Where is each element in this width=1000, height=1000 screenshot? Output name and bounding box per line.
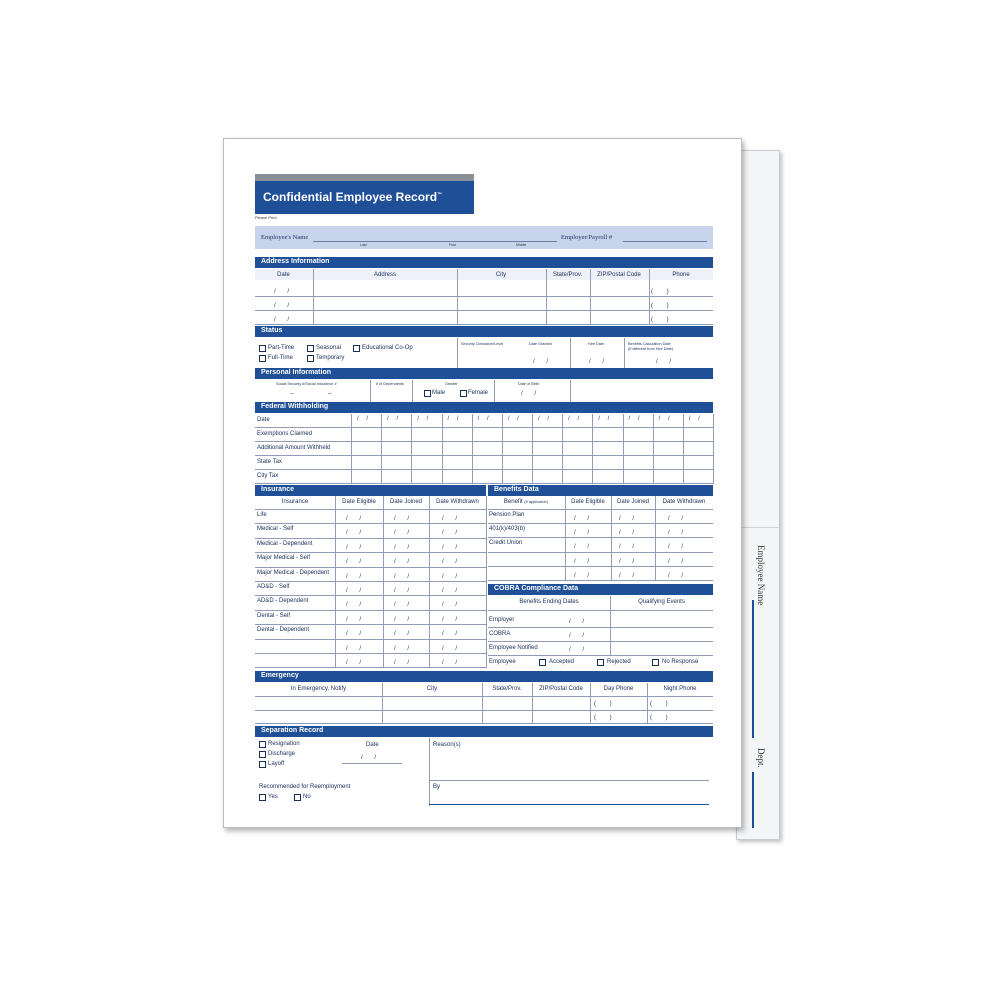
- addr-date-1[interactable]: / /: [274, 289, 295, 295]
- fed-col-line: [351, 414, 352, 484]
- ins-date-field[interactable]: / /: [346, 660, 367, 666]
- ins-date-field[interactable]: / /: [442, 516, 463, 522]
- ins-date-field[interactable]: / /: [346, 616, 367, 623]
- ins-row-line: [255, 538, 486, 539]
- addr-h-zip: ZIP/Postal Code: [597, 272, 641, 278]
- ben-row-line: [488, 509, 713, 510]
- cobra-line: [488, 610, 713, 611]
- fed-row-line: [255, 427, 713, 428]
- fed-date-field[interactable]: / /: [538, 416, 553, 422]
- checkbox-full-time[interactable]: [259, 355, 266, 362]
- section-benefits-title: Benefits Data: [494, 486, 539, 493]
- fed-date-field[interactable]: / /: [477, 416, 492, 422]
- checkbox-temporary[interactable]: [307, 355, 314, 362]
- ins-date-field[interactable]: / /: [346, 516, 367, 522]
- emer-night-phone-2[interactable]: ( ): [650, 715, 674, 721]
- cobra-row-cobra: COBRA: [489, 631, 511, 637]
- ins-date-field[interactable]: / /: [394, 616, 415, 623]
- benefits-calc-date-field[interactable]: / /: [656, 359, 677, 365]
- checkbox-resignation[interactable]: [259, 741, 266, 748]
- ins-date-field[interactable]: / /: [394, 631, 415, 638]
- ben-date-field[interactable]: / /: [574, 572, 595, 579]
- checkbox-layoff[interactable]: [259, 761, 266, 768]
- name-sub-first: First: [449, 243, 456, 247]
- ben-date-field[interactable]: / /: [574, 530, 595, 537]
- ins-row-label: Dental - Self: [257, 612, 291, 619]
- emer-day-phone-2[interactable]: ( ): [594, 715, 618, 721]
- ins-row-line: [255, 653, 486, 654]
- ins-row-line: [255, 639, 486, 640]
- fed-col-line: [713, 414, 714, 484]
- folder-spine-rule-2: [752, 772, 754, 828]
- addr-divider: [313, 269, 314, 325]
- addr-row-line: [255, 324, 713, 325]
- checkbox-reemploy-no[interactable]: [294, 794, 301, 801]
- cobra-h-ending: Benefits Ending Dates: [519, 599, 579, 605]
- cobra-employee-label: Employee: [489, 659, 516, 665]
- fed-row-additional: Additional Amount Withheld: [257, 445, 331, 451]
- ins-date-field[interactable]: / /: [346, 559, 367, 566]
- label-no-response: No Response: [662, 659, 699, 665]
- ins-row-line: [255, 567, 486, 568]
- emer-h-zip: ZIP/Postal Code: [539, 686, 583, 692]
- checkbox-educational-coop[interactable]: [353, 345, 360, 352]
- section-federal-title: Federal Withholding: [261, 403, 329, 410]
- payroll-label: Employer/Payroll #: [561, 234, 613, 241]
- label-discharge: Discharge: [268, 751, 296, 757]
- cobra-line: [488, 641, 713, 642]
- emer-divider: [647, 683, 648, 724]
- fed-date-field[interactable]: / /: [688, 416, 703, 422]
- personal-divider: [370, 380, 371, 402]
- cobra-date-notified[interactable]: / /: [569, 647, 590, 653]
- addr-date-3[interactable]: / /: [274, 317, 295, 323]
- ins-date-field[interactable]: / /: [346, 602, 367, 609]
- addr-divider: [649, 269, 650, 325]
- cobra-row-employer: Employer: [489, 617, 515, 623]
- ins-h-withdrawn: Date Withdrawn: [436, 499, 479, 505]
- ben-date-field[interactable]: / /: [574, 544, 595, 551]
- ins-date-field[interactable]: / /: [442, 602, 463, 609]
- fed-col-line: [683, 414, 684, 484]
- ins-row-label: Major Medical - Self: [257, 555, 311, 562]
- fed-col-line: [502, 414, 503, 484]
- ins-date-field[interactable]: / /: [346, 588, 367, 594]
- ins-date-field[interactable]: / /: [394, 660, 415, 666]
- ben-date-field[interactable]: / /: [619, 516, 640, 522]
- personal-divider: [412, 380, 413, 402]
- ben-date-field[interactable]: / /: [619, 544, 640, 551]
- fed-col-line: [411, 414, 412, 484]
- addr-h-date: Date: [277, 272, 290, 278]
- fed-row-line: [255, 455, 713, 456]
- label-female: Female: [468, 390, 489, 396]
- section-emergency: [255, 671, 713, 682]
- addr-divider: [457, 269, 458, 325]
- ben-h-withdrawn: Date Withdrawn: [662, 499, 706, 505]
- cobra-date-cobra[interactable]: / /: [569, 633, 590, 639]
- cobra-h-qualifying: Qualifying Events: [638, 599, 685, 605]
- cobra-date-employer[interactable]: / /: [569, 619, 590, 625]
- ins-date-field[interactable]: / /: [394, 588, 415, 594]
- label-part-time: Part-Time: [268, 345, 295, 351]
- ben-date-field[interactable]: / /: [668, 544, 689, 551]
- fed-row-line: [255, 441, 713, 442]
- label-full-time: Full-Time: [268, 355, 293, 361]
- ssn-dash-1: –: [290, 391, 294, 397]
- folder-tab-divider: [737, 527, 779, 528]
- section-separation: [255, 726, 713, 737]
- checkbox-female[interactable]: [460, 390, 467, 397]
- reason-line: [429, 780, 709, 781]
- fed-row-date: Date: [257, 417, 270, 423]
- fed-col-line: [381, 414, 382, 484]
- folder-employee-name-label: Employee Name: [756, 545, 766, 606]
- emer-divider: [382, 683, 383, 724]
- fed-date-field[interactable]: / /: [507, 416, 522, 422]
- ins-date-field[interactable]: / /: [442, 573, 463, 580]
- employee-name-field[interactable]: [313, 241, 557, 242]
- section-benefits: [488, 485, 713, 496]
- label-date-granted: Date Granted: [529, 342, 552, 346]
- fed-row-line: [255, 469, 713, 470]
- fed-col-line: [562, 414, 563, 484]
- ins-date-field[interactable]: / /: [346, 573, 367, 580]
- addr-phone-3[interactable]: ( ): [651, 317, 675, 323]
- ins-h-insurance: Insurance: [281, 499, 309, 505]
- label-reemploy-yes: Yes: [268, 794, 278, 800]
- fed-col-line: [623, 414, 624, 484]
- ins-date-field[interactable]: / /: [394, 645, 415, 652]
- checkbox-no-response[interactable]: [652, 659, 659, 666]
- addr-h-state: State/Prov.: [552, 272, 583, 278]
- ben-date-field[interactable]: / /: [668, 530, 689, 537]
- ins-row-label: Medical - Dependent: [257, 540, 313, 547]
- label-ssn: Social Security #/Social Insurance #: [276, 382, 337, 386]
- ben-h-joined: Date Joined: [616, 499, 650, 505]
- ins-col-line: [383, 496, 384, 668]
- fed-date-field[interactable]: / /: [417, 416, 432, 422]
- addr-row-line: [255, 310, 713, 311]
- by-line: [429, 804, 709, 805]
- ins-row-line: [255, 552, 486, 553]
- fed-row-state-tax: State Tax: [257, 459, 282, 465]
- section-personal: [255, 368, 713, 379]
- fed-col-line: [442, 414, 443, 484]
- ins-row-line: [255, 624, 486, 625]
- label-educational-coop: Educational Co-Op: [362, 345, 413, 351]
- ben-row-label: 401(k)/403(b): [489, 526, 526, 533]
- separation-date-field[interactable]: / /: [361, 755, 382, 761]
- section-personal-title: Personal Information: [261, 369, 332, 376]
- addr-row-line: [255, 296, 713, 297]
- fed-date-field[interactable]: / /: [658, 416, 673, 422]
- folder-back: [736, 150, 780, 840]
- ins-date-field[interactable]: / /: [346, 530, 367, 537]
- fed-row-city-tax: City Tax: [257, 473, 279, 479]
- fed-date-field[interactable]: / /: [357, 416, 372, 422]
- ben-row-line: [488, 523, 713, 524]
- ins-date-field[interactable]: / /: [394, 573, 415, 580]
- section-status-title: Status: [261, 327, 283, 334]
- addr-h-city: City: [495, 272, 507, 278]
- ben-date-field[interactable]: / /: [668, 558, 689, 565]
- fed-col-line: [592, 414, 593, 484]
- ins-row-label: Major Medical - Dependent: [257, 569, 330, 576]
- ins-date-field[interactable]: / /: [346, 631, 367, 638]
- checkbox-accepted[interactable]: [539, 659, 546, 666]
- ins-date-field[interactable]: / /: [394, 544, 415, 551]
- ben-date-field[interactable]: / /: [668, 572, 689, 579]
- cobra-divider: [610, 596, 611, 656]
- fed-col-line: [472, 414, 473, 484]
- section-cobra: [488, 584, 713, 595]
- fed-date-field[interactable]: / /: [568, 416, 583, 422]
- emer-h-city: City: [426, 686, 438, 692]
- ins-row-line: [255, 595, 486, 596]
- emer-line: [255, 710, 713, 711]
- ins-h-joined: Date Joined: [389, 499, 423, 505]
- section-address: [255, 257, 713, 268]
- ins-row-label: AD&D - Dependent: [257, 598, 309, 605]
- ben-date-field[interactable]: / /: [574, 516, 595, 522]
- status-divider: [624, 338, 625, 368]
- fed-col-line: [653, 414, 654, 484]
- label-seasonal: Seasonal: [316, 345, 342, 351]
- label-benefits-calc-note: (If different from Hire Date): [628, 347, 674, 351]
- emer-day-phone-1[interactable]: ( ): [594, 701, 618, 707]
- ben-date-field[interactable]: / /: [574, 558, 595, 565]
- folder-spine-rule-1: [752, 600, 754, 738]
- section-emergency-title: Emergency: [261, 672, 299, 679]
- ins-col-line: [486, 496, 487, 668]
- label-dob: Date of Birth: [518, 382, 540, 386]
- ins-date-field[interactable]: / /: [442, 559, 463, 566]
- ins-date-field[interactable]: / /: [442, 544, 463, 551]
- ins-date-field[interactable]: / /: [346, 544, 367, 551]
- ins-date-field[interactable]: / /: [442, 616, 463, 623]
- employee-record-sheet: [223, 138, 742, 828]
- ins-row-label: Medical - Self: [257, 526, 294, 533]
- ins-date-field[interactable]: / /: [442, 530, 463, 537]
- label-hire-date: Hire Date: [588, 342, 605, 346]
- checkbox-reemploy-yes[interactable]: [259, 794, 266, 801]
- separation-date-label: Date: [366, 742, 379, 748]
- cobra-line: [488, 627, 713, 628]
- ins-date-field[interactable]: / /: [442, 631, 463, 638]
- reason-label: Reason(s): [433, 742, 461, 748]
- fed-row-exemptions: Exemptions Claimed: [257, 431, 313, 437]
- section-insurance-title: Insurance: [261, 486, 295, 493]
- label-security-clearance: Security Clearance/Level: [461, 342, 504, 346]
- addr-divider: [590, 269, 591, 325]
- ins-date-field[interactable]: / /: [346, 645, 367, 652]
- addr-h-phone: Phone: [672, 272, 690, 278]
- addr-date-2[interactable]: / /: [274, 303, 295, 309]
- ins-date-field[interactable]: / /: [442, 588, 463, 594]
- ins-date-field[interactable]: / /: [394, 530, 415, 537]
- section-status: [255, 326, 713, 337]
- name-sub-last: Last: [360, 243, 367, 247]
- status-divider: [570, 338, 571, 368]
- section-address-title: Address Information: [261, 258, 330, 265]
- checkbox-part-time[interactable]: [259, 345, 266, 352]
- ben-h-eligible: Date Eligible: [571, 499, 605, 505]
- title-banner: [255, 181, 474, 214]
- fed-row-line: [255, 483, 713, 484]
- ben-date-field[interactable]: / /: [668, 516, 689, 522]
- form-title: Confidential Employee Record™: [263, 190, 443, 204]
- employee-name-bar: [255, 226, 713, 249]
- please-print-note: Please Print: [255, 215, 277, 220]
- ins-date-field[interactable]: / /: [442, 660, 463, 666]
- label-gender: Gender: [445, 382, 458, 386]
- hire-date-field[interactable]: / /: [589, 359, 610, 365]
- ins-row-line: [255, 523, 486, 524]
- ben-row-line: [488, 566, 713, 567]
- ins-row-label: Life: [257, 512, 267, 518]
- name-sub-middle: Middle: [516, 243, 527, 247]
- date-granted-field[interactable]: / /: [533, 359, 554, 365]
- ins-row-line: [255, 509, 486, 510]
- label-temporary: Temporary: [316, 355, 345, 361]
- separation-divider: [429, 738, 430, 806]
- checkbox-rejected[interactable]: [597, 659, 604, 666]
- ins-row-label: Dental - Dependent: [257, 627, 310, 634]
- label-accepted: Accepted: [549, 659, 575, 665]
- personal-divider: [570, 380, 571, 402]
- ben-date-field[interactable]: / /: [619, 530, 640, 537]
- fed-col-line: [532, 414, 533, 484]
- checkbox-male[interactable]: [424, 390, 431, 397]
- emer-night-phone-1[interactable]: ( ): [650, 701, 674, 707]
- ben-date-field[interactable]: / /: [619, 558, 640, 565]
- title-accent-bar: [255, 174, 474, 181]
- label-male: Male: [432, 390, 446, 396]
- label-resignation: Resignation: [268, 741, 300, 747]
- emer-h-state: State/Prov.: [492, 686, 522, 692]
- fed-date-field[interactable]: / /: [598, 416, 613, 422]
- label-reemploy-no: No: [303, 794, 311, 800]
- label-rejected: Rejected: [607, 659, 631, 665]
- ins-col-line: [429, 496, 430, 668]
- section-insurance: [255, 485, 486, 496]
- section-cobra-title: COBRA Compliance Data: [494, 585, 579, 592]
- ins-row-line: [255, 667, 486, 668]
- fed-date-field[interactable]: / /: [387, 416, 402, 422]
- cobra-line: [488, 655, 713, 656]
- ins-date-field[interactable]: / /: [394, 516, 415, 522]
- emer-line: [255, 696, 713, 697]
- section-separation-title: Separation Record: [261, 727, 324, 734]
- ben-row-line: [488, 580, 713, 581]
- emer-h-notify: In Emergency, Notify: [290, 686, 347, 692]
- emer-divider: [590, 683, 591, 724]
- addr-phone-2[interactable]: ( ): [651, 303, 675, 309]
- status-divider: [457, 338, 458, 368]
- ben-row-line: [488, 552, 713, 553]
- separation-date-line: [342, 763, 402, 764]
- emer-divider: [532, 683, 533, 724]
- ins-row-line: [255, 581, 486, 582]
- folder-dept-label: Dept.: [756, 748, 766, 768]
- checkbox-discharge[interactable]: [259, 751, 266, 758]
- addr-phone-1[interactable]: ( ): [651, 289, 675, 295]
- ssn-dash-2: –: [328, 391, 332, 397]
- ins-row-label: AD&D - Self: [257, 584, 290, 590]
- label-layoff: Layoff: [268, 761, 285, 767]
- personal-divider: [494, 380, 495, 402]
- ben-row-label: Pension Plan: [489, 512, 525, 518]
- emer-divider: [482, 683, 483, 724]
- addr-divider: [546, 269, 547, 325]
- ben-row-line: [488, 537, 713, 538]
- fed-date-field[interactable]: / /: [447, 416, 462, 422]
- addr-h-address: Address: [373, 272, 396, 278]
- label-dependents: # of Dependents: [376, 382, 404, 386]
- ins-h-eligible: Date Eligible: [342, 499, 376, 505]
- cobra-row-notified: Employee Notified: [489, 645, 538, 651]
- ins-row-line: [255, 610, 486, 611]
- reemploy-label: Recommended for Reemployment: [259, 784, 351, 790]
- emer-line: [255, 723, 713, 724]
- dob-field[interactable]: / /: [521, 391, 542, 397]
- employee-name-label: Employee's Name: [261, 234, 309, 241]
- emer-h-night: Night Phone: [663, 686, 697, 692]
- ins-col-line: [335, 496, 336, 668]
- emer-h-day: Day Phone: [603, 686, 634, 692]
- checkbox-seasonal[interactable]: [307, 345, 314, 352]
- ben-row-label: Credit Union: [489, 540, 523, 547]
- ins-date-field[interactable]: / /: [394, 559, 415, 566]
- ins-date-field[interactable]: / /: [394, 602, 415, 609]
- by-label: By: [433, 784, 441, 790]
- ben-date-field[interactable]: / /: [619, 572, 640, 579]
- ins-date-field[interactable]: / /: [442, 645, 463, 652]
- section-federal: [255, 402, 713, 413]
- ben-h-benefit: Benefit (if applicable): [503, 499, 549, 505]
- label-benefits-calc-date: Benefits Calculation Date: [628, 342, 671, 346]
- payroll-field[interactable]: [623, 241, 707, 242]
- fed-date-field[interactable]: / /: [628, 416, 643, 422]
